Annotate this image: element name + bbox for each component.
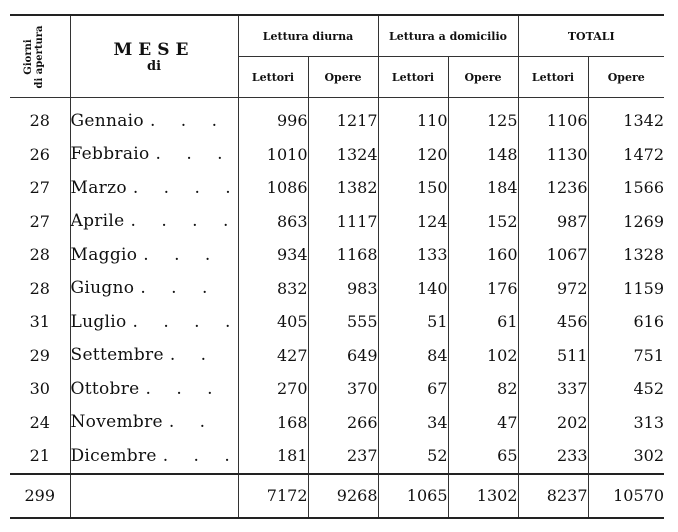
mese-cell <box>70 171 241 205</box>
domicilio-lettori-cell: 110 <box>378 98 448 138</box>
table-row <box>10 138 664 172</box>
totali-lettori-cell: 1067 <box>518 238 588 272</box>
mese-cell <box>70 339 238 373</box>
diurna-opere-cell: 649 <box>308 339 378 373</box>
domicilio-lettori-cell: 67 <box>378 372 448 406</box>
totali-opere-header: Opere <box>588 57 664 98</box>
domicilio-opere-cell: 125 <box>448 98 518 138</box>
totali-opere-cell: 1328 <box>623 245 664 265</box>
diurna-opere-cell: 1117 <box>308 205 378 239</box>
domicilio-lettori-header: Lettori <box>378 57 448 98</box>
diurna-opere-cell: 266 <box>308 406 378 440</box>
domicilio-opere-cell: 102 <box>448 339 518 373</box>
month-name: Dicembre <box>70 445 157 466</box>
totali-lettori-cell: 1106 <box>518 98 588 138</box>
giorni-cell: 29 <box>10 339 70 373</box>
table-row <box>10 372 664 406</box>
domicilio-opere-cell: 160 <box>448 238 518 272</box>
month-name: Novembre <box>70 412 163 433</box>
domicilio-opere-cell: 148 <box>448 138 518 172</box>
leader-dots: . . . . <box>130 211 239 232</box>
totals-row <box>10 474 664 518</box>
domicilio-lettori-cell: 133 <box>378 238 448 272</box>
diurna-lettori-cell: 405 <box>238 305 308 339</box>
leader-dots: . . . <box>143 244 221 265</box>
table-row <box>10 171 664 205</box>
month-name: Luglio <box>70 311 127 332</box>
totali-opere-cell: 452 <box>633 379 664 399</box>
totali-lettori-cell: 1130 <box>518 138 588 172</box>
totals-diurna-opere: 9268 <box>308 474 378 518</box>
totali-lettori-cell: 233 <box>518 439 588 474</box>
totali-opere-cell: 1472 <box>623 144 664 164</box>
mese-cell <box>70 372 238 406</box>
diurna-lettori-cell: 934 <box>238 238 308 272</box>
diurna-opere-cell: 370 <box>308 372 378 406</box>
domicilio-lettori-cell: 34 <box>378 406 448 440</box>
giorni-header-line2: di apertura <box>34 25 45 89</box>
month-name: Gennaio <box>70 110 144 131</box>
mese-cell <box>70 305 241 339</box>
domicilio-opere-cell: 152 <box>448 205 518 239</box>
mese-cell <box>70 406 238 440</box>
totali-lettori-cell: 1236 <box>518 171 588 205</box>
mese-header-sub: di <box>146 58 162 74</box>
domicilio-opere-cell: 61 <box>448 305 518 339</box>
table-row <box>10 98 664 138</box>
domicilio-lettori-cell: 150 <box>378 171 448 205</box>
domicilio-opere-cell: 65 <box>448 439 518 474</box>
diurna-lettori-cell: 1086 <box>238 171 308 205</box>
diurna-lettori-cell: 832 <box>238 272 308 306</box>
leader-dots: . . . <box>145 378 223 399</box>
table-row <box>10 406 664 440</box>
table-row <box>10 205 664 239</box>
leader-dots: . . . <box>155 144 233 165</box>
domicilio-opere-cell: 47 <box>448 406 518 440</box>
leader-dots: . . . . <box>132 311 241 332</box>
table-body <box>10 98 664 474</box>
giorni-cell: 26 <box>10 138 70 172</box>
mese-header <box>70 15 238 98</box>
table-row <box>10 305 664 339</box>
diurna-lettori-cell: 427 <box>238 339 308 373</box>
domicilio-opere-header: Opere <box>448 57 518 98</box>
lettura-diurna-header: Lettura diurna <box>238 15 378 57</box>
domicilio-opere-cell: 176 <box>448 272 518 306</box>
totali-lettori-cell: 337 <box>518 372 588 406</box>
leader-dots: . . . <box>149 110 227 131</box>
table-row <box>10 238 664 272</box>
totals-giorni: 299 <box>10 474 70 518</box>
giorni-cell: 24 <box>10 406 70 440</box>
month-name: Aprile <box>70 211 125 232</box>
totali-opere-cell: 313 <box>633 412 664 432</box>
domicilio-lettori-cell: 120 <box>378 138 448 172</box>
giorni-apertura-header <box>10 15 70 98</box>
month-name: Settembre <box>70 345 164 366</box>
totali-header: TOTALI <box>518 15 664 57</box>
giorni-cell: 27 <box>10 171 70 205</box>
month-name: Ottobre <box>70 378 140 399</box>
monthly-readers-table <box>10 14 664 519</box>
totali-opere-cell: 1269 <box>623 211 664 231</box>
domicilio-opere-cell: 82 <box>448 372 518 406</box>
mese-cell <box>70 98 238 138</box>
mese-header-label: MESE <box>113 39 195 60</box>
diurna-lettori-cell: 996 <box>238 98 308 138</box>
domicilio-lettori-cell: 124 <box>378 205 448 239</box>
diurna-opere-cell: 1168 <box>308 238 378 272</box>
totali-opere-cell: 1159 <box>623 278 664 298</box>
leader-dots: . . <box>169 345 217 366</box>
month-name: Maggio <box>70 244 138 265</box>
diurna-opere-cell: 1217 <box>308 98 378 138</box>
diurna-lettori-cell: 1010 <box>238 138 308 172</box>
totali-opere-cell: 1342 <box>623 111 664 131</box>
diurna-opere-cell: 983 <box>308 272 378 306</box>
diurna-opere-cell: 555 <box>308 305 378 339</box>
giorni-cell: 21 <box>10 439 70 474</box>
giorni-cell: 31 <box>10 305 70 339</box>
giorni-header-line1: Giorni <box>23 38 34 75</box>
mese-cell <box>70 205 238 239</box>
table-row <box>10 272 664 306</box>
totali-lettori-cell: 987 <box>518 205 588 239</box>
domicilio-lettori-cell: 52 <box>378 439 448 474</box>
diurna-lettori-cell: 270 <box>238 372 308 406</box>
leader-dots: . . <box>168 412 216 433</box>
totals-domicilio-opere: 1302 <box>448 474 518 518</box>
totals-totali-opere: 10570 <box>588 474 664 518</box>
totali-opere-cell: 616 <box>633 312 664 332</box>
domicilio-lettori-cell: 140 <box>378 272 448 306</box>
leader-dots: . . . <box>140 278 218 299</box>
lettura-domicilio-header: Lettura a domicilio <box>378 15 518 57</box>
diurna-lettori-cell: 168 <box>238 406 308 440</box>
totals-diurna-lettori: 7172 <box>238 474 308 518</box>
totali-opere-cell: 751 <box>633 345 664 365</box>
totals-totali-lettori: 8237 <box>518 474 588 518</box>
table-totals <box>10 474 664 518</box>
table-row <box>10 439 664 474</box>
month-name: Marzo <box>70 177 127 198</box>
giorni-cell: 30 <box>10 372 70 406</box>
mese-cell <box>70 439 238 474</box>
domicilio-lettori-cell: 51 <box>378 305 448 339</box>
leader-dots: . . . <box>162 445 240 466</box>
totali-lettori-cell: 202 <box>518 406 588 440</box>
mese-cell <box>70 272 238 306</box>
month-name: Giugno <box>70 278 135 299</box>
domicilio-opere-cell: 184 <box>448 171 518 205</box>
diurna-opere-cell: 1382 <box>308 171 378 205</box>
totals-mese-blank <box>70 474 238 518</box>
table-header <box>10 15 664 98</box>
mese-cell <box>70 138 238 172</box>
giorni-cell: 28 <box>10 98 70 138</box>
giorni-cell: 27 <box>10 205 70 239</box>
totali-opere-cell: 302 <box>633 446 664 466</box>
domicilio-lettori-cell: 84 <box>378 339 448 373</box>
mese-cell <box>70 238 238 272</box>
totali-lettori-cell: 972 <box>518 272 588 306</box>
totali-lettori-cell: 456 <box>518 305 588 339</box>
totali-lettori-header: Lettori <box>518 57 588 98</box>
table-row <box>10 339 664 373</box>
diurna-opere-header: Opere <box>308 57 378 98</box>
diurna-opere-cell: 1324 <box>308 138 378 172</box>
month-name: Febbraio <box>70 144 150 165</box>
totals-domicilio-lettori: 1065 <box>378 474 448 518</box>
giorni-cell: 28 <box>10 238 70 272</box>
diurna-opere-cell: 237 <box>308 439 378 474</box>
totali-opere-cell: 1566 <box>623 178 664 198</box>
leader-dots: . . . . <box>132 177 241 198</box>
diurna-lettori-cell: 181 <box>238 439 308 474</box>
diurna-lettori-cell: 863 <box>238 205 308 239</box>
totali-lettori-cell: 511 <box>518 339 588 373</box>
giorni-cell: 28 <box>10 272 70 306</box>
diurna-lettori-header: Lettori <box>238 57 308 98</box>
